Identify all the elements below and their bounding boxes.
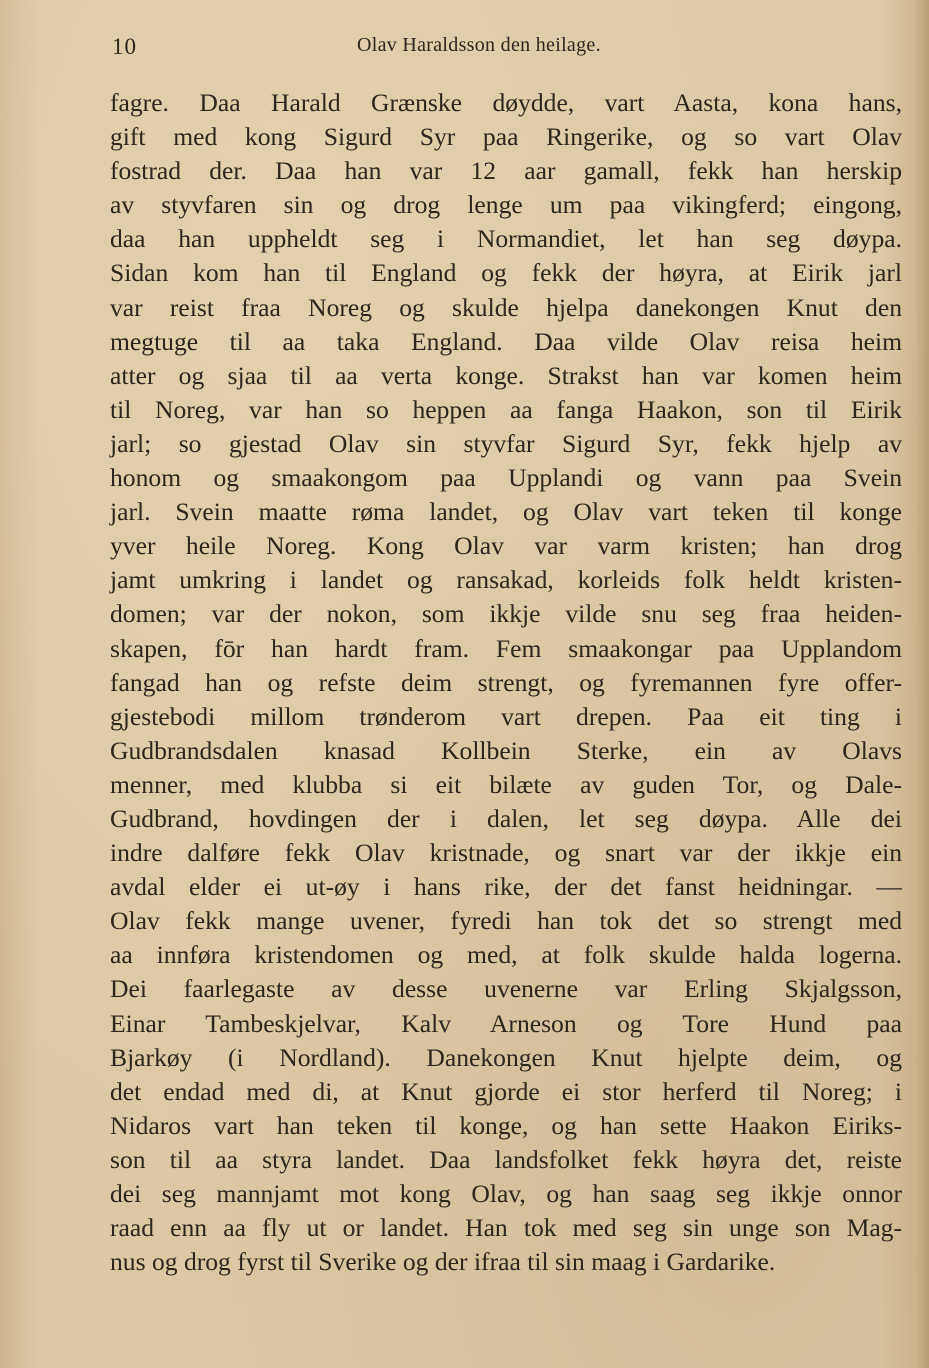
text-line: Einar Tambeskjelvar, Kalv Arneson og Tore Hund paa [110,1008,902,1038]
text-line: raad enn aa fly ut or landet. Han tok med seg sin unge son Mag- [110,1213,902,1243]
text-line: yver heile Noreg. Kong Olav var varm kristen; han drog [110,531,902,561]
text-line: Olav fekk mange uvener, fyredi han tok det so strengt med [110,906,902,936]
page-header [112,34,900,64]
text-line: av styvfaren sin og drog lenge um paa vikingferd; eingong, [110,190,902,220]
text-line: menner, med klubba si eit bilæte av guden Tor, og Dale- [110,769,902,799]
text-line: Bjarkøy (i Nordland). Danekongen Knut hjelpte deim, og [110,1042,902,1072]
text-line: fangad han og refste deim strengt, og fyremannen fyre offer- [110,667,902,697]
text-line: til Noreg, var han so heppen aa fanga Haakon, son til Eirik [110,394,902,424]
text-line: var reist fraa Noreg og skulde hjelpa danekongen Knut den [110,292,902,322]
text-line: honom og smaakongom paa Upplandi og vann paa Svein [110,463,902,493]
text-line: fagre. Daa Harald Grænske døydde, vart Aasta, kona hans, [110,88,902,117]
text-line: skapen, fōr han hardt fram. Fem smaakongar paa Upplandom [110,633,902,663]
text-line: jarl; so gjestad Olav sin styvfar Sigurd Syr, fekk hjelp av [110,428,902,458]
page-edge-shadow [915,0,929,1368]
text-line: fostrad der. Daa han var 12 aar gamall, fekk han herskip [110,156,902,186]
text-line: nus og drog fyrst til Sverike og der ifraa til sin maag i Gardarike. [110,1247,776,1277]
body-text [110,86,902,1279]
text-line: Sidan kom han til England og fekk der høyra, at Eirik jarl [110,258,902,288]
text-line: jamt umkring i landet og ransakad, korleids folk heldt kristen- [110,565,902,595]
text-line: dei seg mannjamt mot kong Olav, og han saag seg ikkje onnor [110,1179,902,1208]
text-line: gjestebodi millom trønderom vart drepen. Paa eit ting i [110,701,902,731]
text-line: det endad med di, at Knut gjorde ei stor herferd til Noreg; i [110,1076,902,1106]
text-line: jarl. Svein maatte røma landet, og Olav vart teken til konge [110,497,902,527]
text-line: gift med kong Sigurd Syr paa Ringerike, og so vart Olav [110,122,902,152]
text-line: domen; var der nokon, som ikkje vilde snu seg fraa heiden- [110,599,902,629]
text-line: Gudbrand, hovdingen der i dalen, let seg døypa. Alle dei [110,803,902,833]
text-line: megtuge til aa taka England. Daa vilde Olav reisa heim [110,326,902,356]
text-line: atter og sjaa til aa verta konge. Strakst han var komen heim [110,360,902,390]
text-line: indre dalføre fekk Olav kristnade, og snart var der ikkje ein [110,838,902,868]
text-line: daa han uppheldt seg i Normandiet, let han seg døypa. [110,224,902,254]
text-line: avdal elder ei ut-øy i hans rike, der det fanst heidningar. — [110,872,902,902]
text-line: son til aa styra landet. Daa landsfolket fekk høyra det, reiste [110,1144,902,1174]
page-number: 10 [112,34,137,59]
text-line: Dei faarlegaste av desse uvenerne var Erling Skjalgsson, [110,974,902,1004]
running-title: Olav Haraldsson den heilage. [357,34,601,56]
text-line: Gudbrandsdalen knasad Kollbein Sterke, ein av Olavs [110,735,902,765]
text-line: Nidaros vart han teken til konge, og han sette Haakon Eiriks- [110,1110,902,1140]
text-line: aa innføra kristendomen og med, at folk skulde halda logerna. [110,940,902,970]
